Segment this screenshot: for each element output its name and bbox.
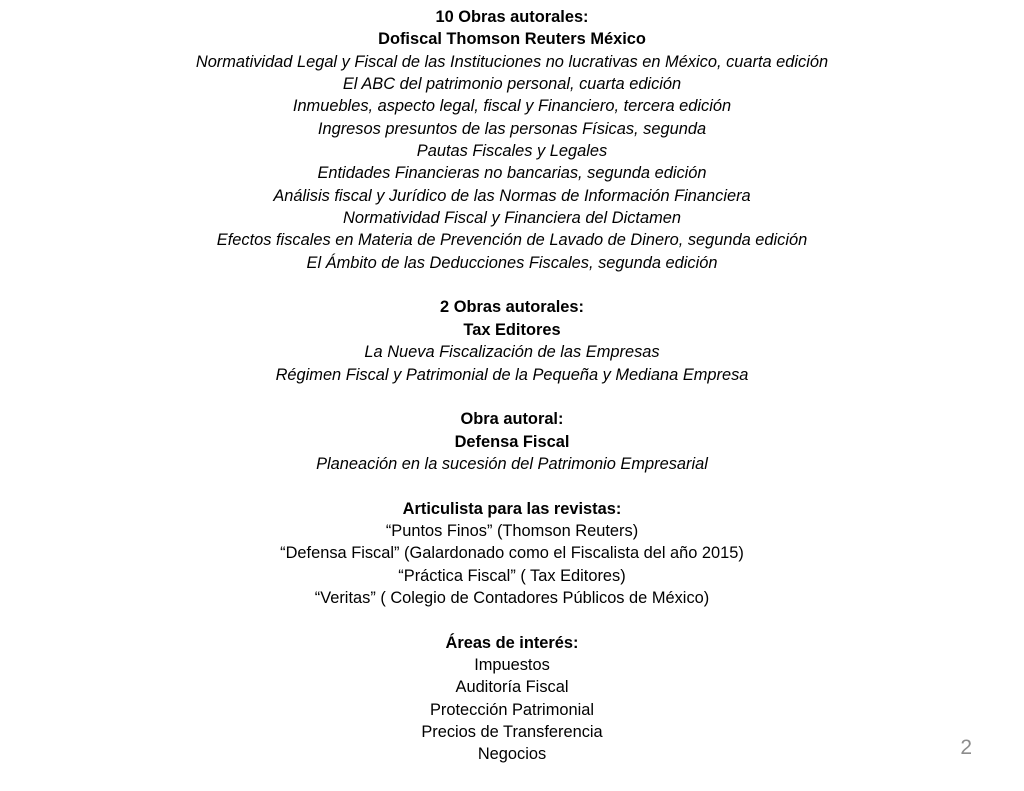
work-title: Pautas Fiscales y Legales [416,142,608,161]
section-spacer [0,386,1024,408]
slide-content [0,6,1024,766]
work-title: Normatividad Fiscal y Financiera del Dictamen [343,209,681,228]
interest-item: Precios de Transferencia [421,723,603,741]
magazine-item: “Práctica Fiscal” ( Tax Editores) [398,566,626,585]
section-heading-obras-autorales-2: 2 Obras autorales: [440,298,584,317]
section-heading-articulista: Articulista para las revistas: [402,499,622,518]
publisher-tax-editores: Tax Editores [463,320,561,339]
work-title: Ingresos presuntos de las personas Físicas, segunda [317,119,707,138]
interest-item: Auditoría Fiscal [455,678,569,697]
work-title: Entidades Financieras no bancarias, segunda edición [317,164,707,183]
publisher-dofiscal: Dofiscal Thomson Reuters México [378,30,646,49]
section-spacer [0,475,1024,497]
work-title: Inmuebles, aspecto legal, fiscal y Financiero, tercera edición [292,97,732,116]
interest-item: Protección Patrimonial [430,700,594,719]
slide-page-number: 2 [960,736,972,759]
magazine-item: “Veritas” ( Colegio de Contadores Públicos de México) [314,588,710,607]
work-title: Análisis fiscal y Jurídico de las Normas de Información Financiera [273,186,751,205]
section-heading-areas-de-interes: Áreas de interés: [445,633,579,652]
magazine-item: “Defensa Fiscal” (Galardonado como el Fiscalista del año 2015) [280,544,744,563]
work-title: Planeación en la sucesión del Patrimonio Empresarial [316,454,708,473]
work-title: Normatividad Legal y Fiscal de las Instituciones no lucrativas en México, cuarta edición [195,52,829,71]
work-title: El ABC del patrimonio personal, cuarta edición [342,75,682,94]
work-title: El Ámbito de las Deducciones Fiscales, segunda edición [306,253,718,272]
interest-item: Impuestos [474,655,550,674]
interest-item: Negocios [477,745,547,764]
work-title: Régimen Fiscal y Patrimonial de la Pequeña y Mediana Empresa [275,365,749,384]
work-title: La Nueva Fiscalización de las Empresas [364,343,660,362]
section-spacer [0,609,1024,631]
section-heading-obra-autoral: Obra autoral: [460,410,564,429]
section-heading-obras-autorales-10: 10 Obras autorales: [435,8,589,26]
section-spacer [0,274,1024,296]
work-title: Efectos fiscales en Materia de Prevención de Lavado de Dinero, segunda edición [216,231,808,250]
magazine-item: “Puntos Finos” (Thomson Reuters) [385,521,639,540]
publisher-defensa-fiscal: Defensa Fiscal [454,432,570,451]
